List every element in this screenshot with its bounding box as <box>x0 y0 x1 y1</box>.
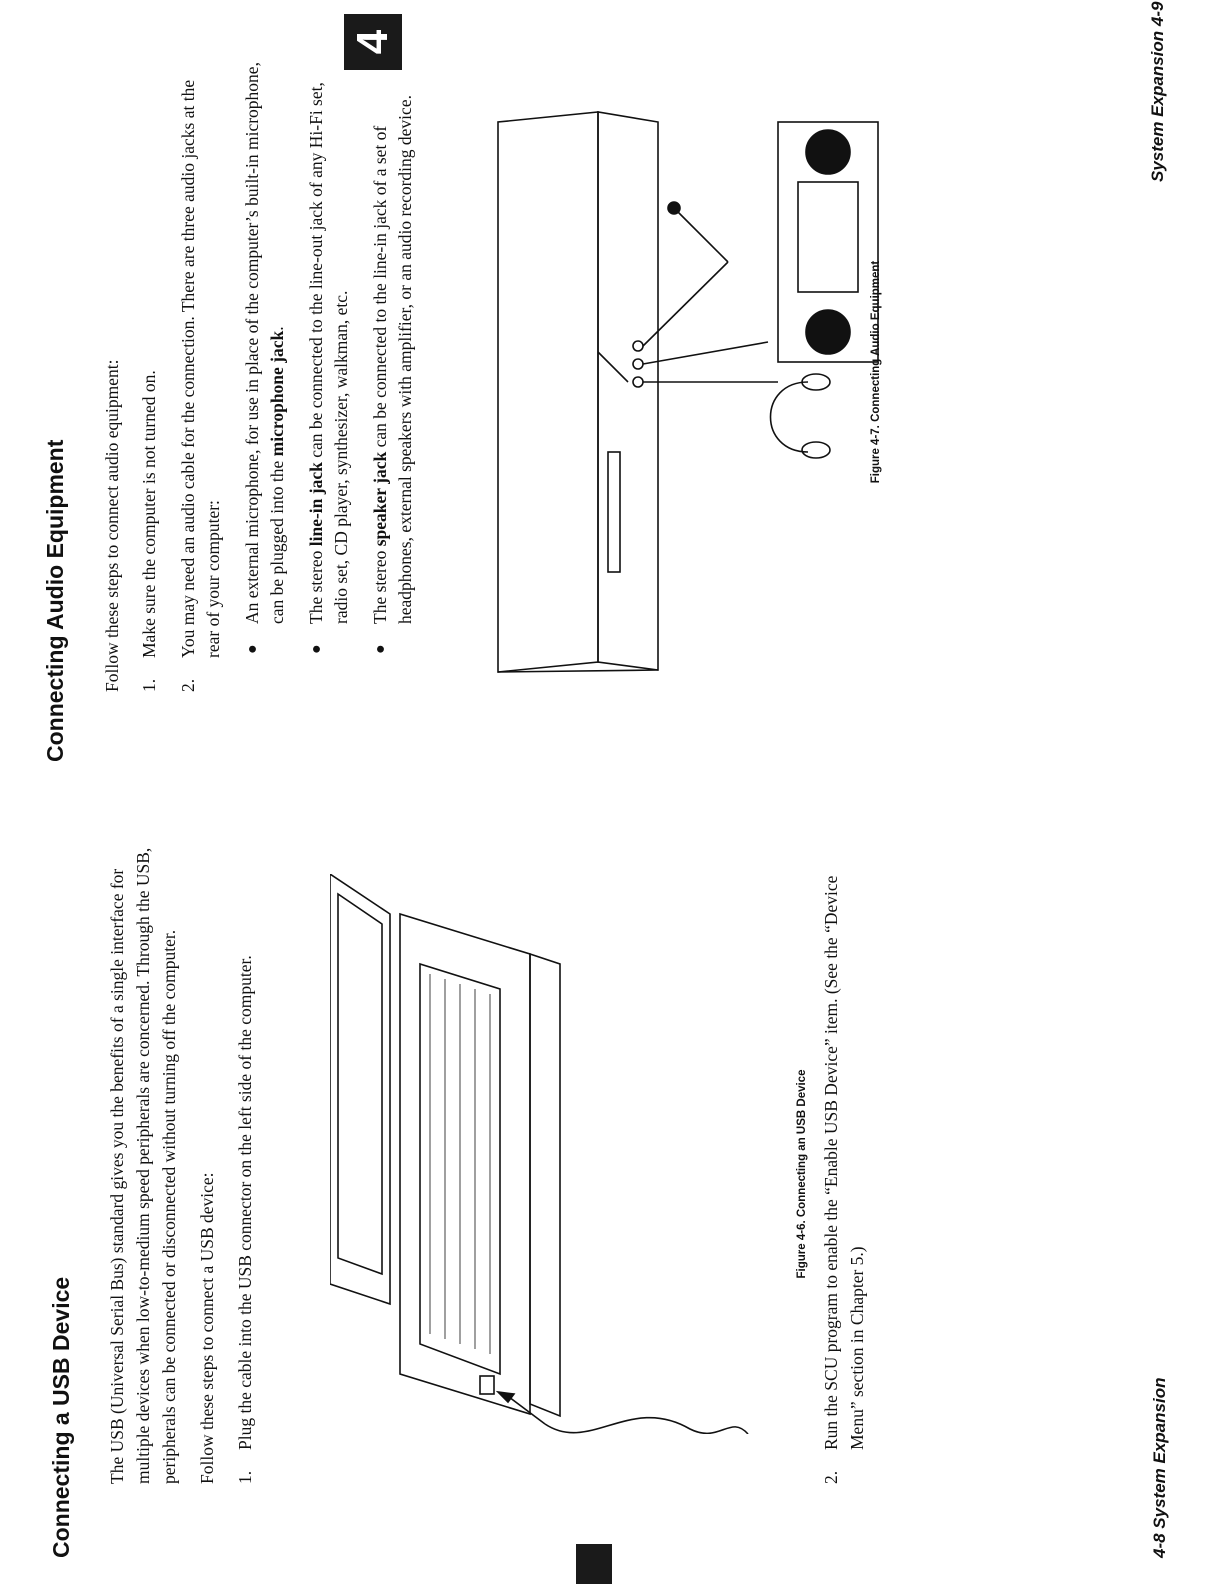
usb-text-top <box>104 824 272 1484</box>
bullet-3-end: can be connected to the line-in jack of a set of headphones, external speakers with amplifier, or an audio recording device. <box>370 95 415 624</box>
microphone-jack <box>633 377 643 387</box>
bullet-3-text: The stereo <box>370 546 390 624</box>
usb-steps-list <box>232 824 258 1484</box>
usb-step-2-text: Run the SCU program to enable the “Enable USB Device” item. (See the “Device Menu” section in Chapter 5.) <box>821 875 867 1450</box>
page-footer-right: System Expansion 4-9 <box>1148 1 1167 182</box>
laptop-closed-top <box>498 112 598 672</box>
stereo-speaker-left <box>806 310 850 354</box>
usb-intro: The USB (Universal Serial Bus) standard gives you the benefits of a single interface for multiple devices when low-to-medium speed peripherals are concerned. Through the USB, peripherals can be connected or disconnected without turning off the computer. <box>107 847 179 1484</box>
bullet-1-bold: microphone jack <box>267 330 287 457</box>
usb-laptop-illustration <box>330 874 750 1434</box>
audio-step-2-text: You may need an audio cable for the connection. There are three audio jacks at the rear of your computer: <box>178 79 223 658</box>
bullet-3-bold: speaker jack <box>370 451 390 547</box>
bullet-microphone-jack <box>240 52 290 658</box>
usb-text-bottom <box>818 824 884 1484</box>
cable-microphone <box>643 262 728 346</box>
bullet-dot: ● <box>308 644 325 654</box>
usb-steps-intro: Follow these steps to connect a USB device: <box>197 1172 217 1484</box>
usb-step-2-num: 2. <box>821 1470 841 1484</box>
audio-intro: Follow these steps to connect audio equipment: <box>102 359 122 692</box>
usb-arrow-head <box>498 1392 514 1402</box>
stereo-speaker-right <box>806 130 850 174</box>
cable-stereo <box>643 342 768 364</box>
bullet-2-bold: line-in jack <box>306 462 326 547</box>
chapter-tab-edge <box>576 1544 612 1584</box>
bullet-dot: ● <box>244 644 261 654</box>
microphone-body <box>678 212 728 262</box>
bullet-2-text: The stereo <box>306 546 326 624</box>
bullet-dot: ● <box>372 644 389 654</box>
bullet-1-text: An external microphone, for use in place of the computer’s built-in microphone, can be plugged into the <box>242 62 287 624</box>
laptop-rear-panel <box>598 112 658 670</box>
audio-equipment-illustration <box>478 82 888 682</box>
usb-step-1-text: Plug the cable into the USB connector on the left side of the computer. <box>235 955 255 1450</box>
audio-step-1-num: 1. <box>139 678 159 692</box>
bullet-2-end: can be connected to the line-out jack of any Hi-Fi set, radio set, CD player, synthesizer, walkman, etc. <box>306 82 351 624</box>
audio-step-1 <box>137 52 162 692</box>
page-footer-left: 4-8 System Expansion <box>1150 1377 1169 1558</box>
audio-arrow-line <box>598 352 628 382</box>
bullet-speaker-jack <box>368 52 418 658</box>
headphones <box>771 382 809 452</box>
usb-steps-list-2 <box>818 824 870 1484</box>
page-4-8 <box>0 792 1169 1584</box>
figure-4-6-caption: Figure 4-6. Connecting an USB Device <box>796 1069 808 1279</box>
keyboard-rows <box>430 974 490 1354</box>
bullet-1-end: . <box>267 326 287 331</box>
headphone-cup-left <box>802 442 830 458</box>
stereo-deck <box>798 182 858 292</box>
laptop-front-edge <box>530 954 560 1416</box>
audio-text <box>100 52 432 692</box>
usb-cable <box>545 1418 748 1434</box>
page-4-9 <box>0 0 1167 792</box>
audio-steps-list <box>137 52 226 692</box>
laptop-lid-top <box>330 874 390 1304</box>
audio-step-1-text: Make sure the computer is not turned on. <box>139 370 159 658</box>
audio-step-2-num: 2. <box>178 678 198 692</box>
laptop-screen <box>338 894 382 1274</box>
section-heading-usb: Connecting a USB Device <box>48 1276 74 1558</box>
speaker-jack <box>633 341 643 351</box>
chapter-tab: 4 <box>344 14 402 70</box>
usb-step-2 <box>818 824 870 1484</box>
microphone-head <box>668 202 680 214</box>
audio-jacks-list <box>240 52 418 658</box>
figure-4-7-caption: Figure 4-7. Connecting Audio Equipment <box>870 260 882 484</box>
usb-step-1-num: 1. <box>235 1470 255 1484</box>
bullet-line-in-jack <box>304 52 354 658</box>
usb-step-1 <box>232 824 258 1484</box>
section-heading-audio: Connecting Audio Equipment <box>42 439 68 762</box>
audio-step-2 <box>176 52 226 692</box>
line-in-jack <box>633 359 643 369</box>
floppy-slot <box>608 452 620 572</box>
usb-port <box>480 1376 494 1394</box>
